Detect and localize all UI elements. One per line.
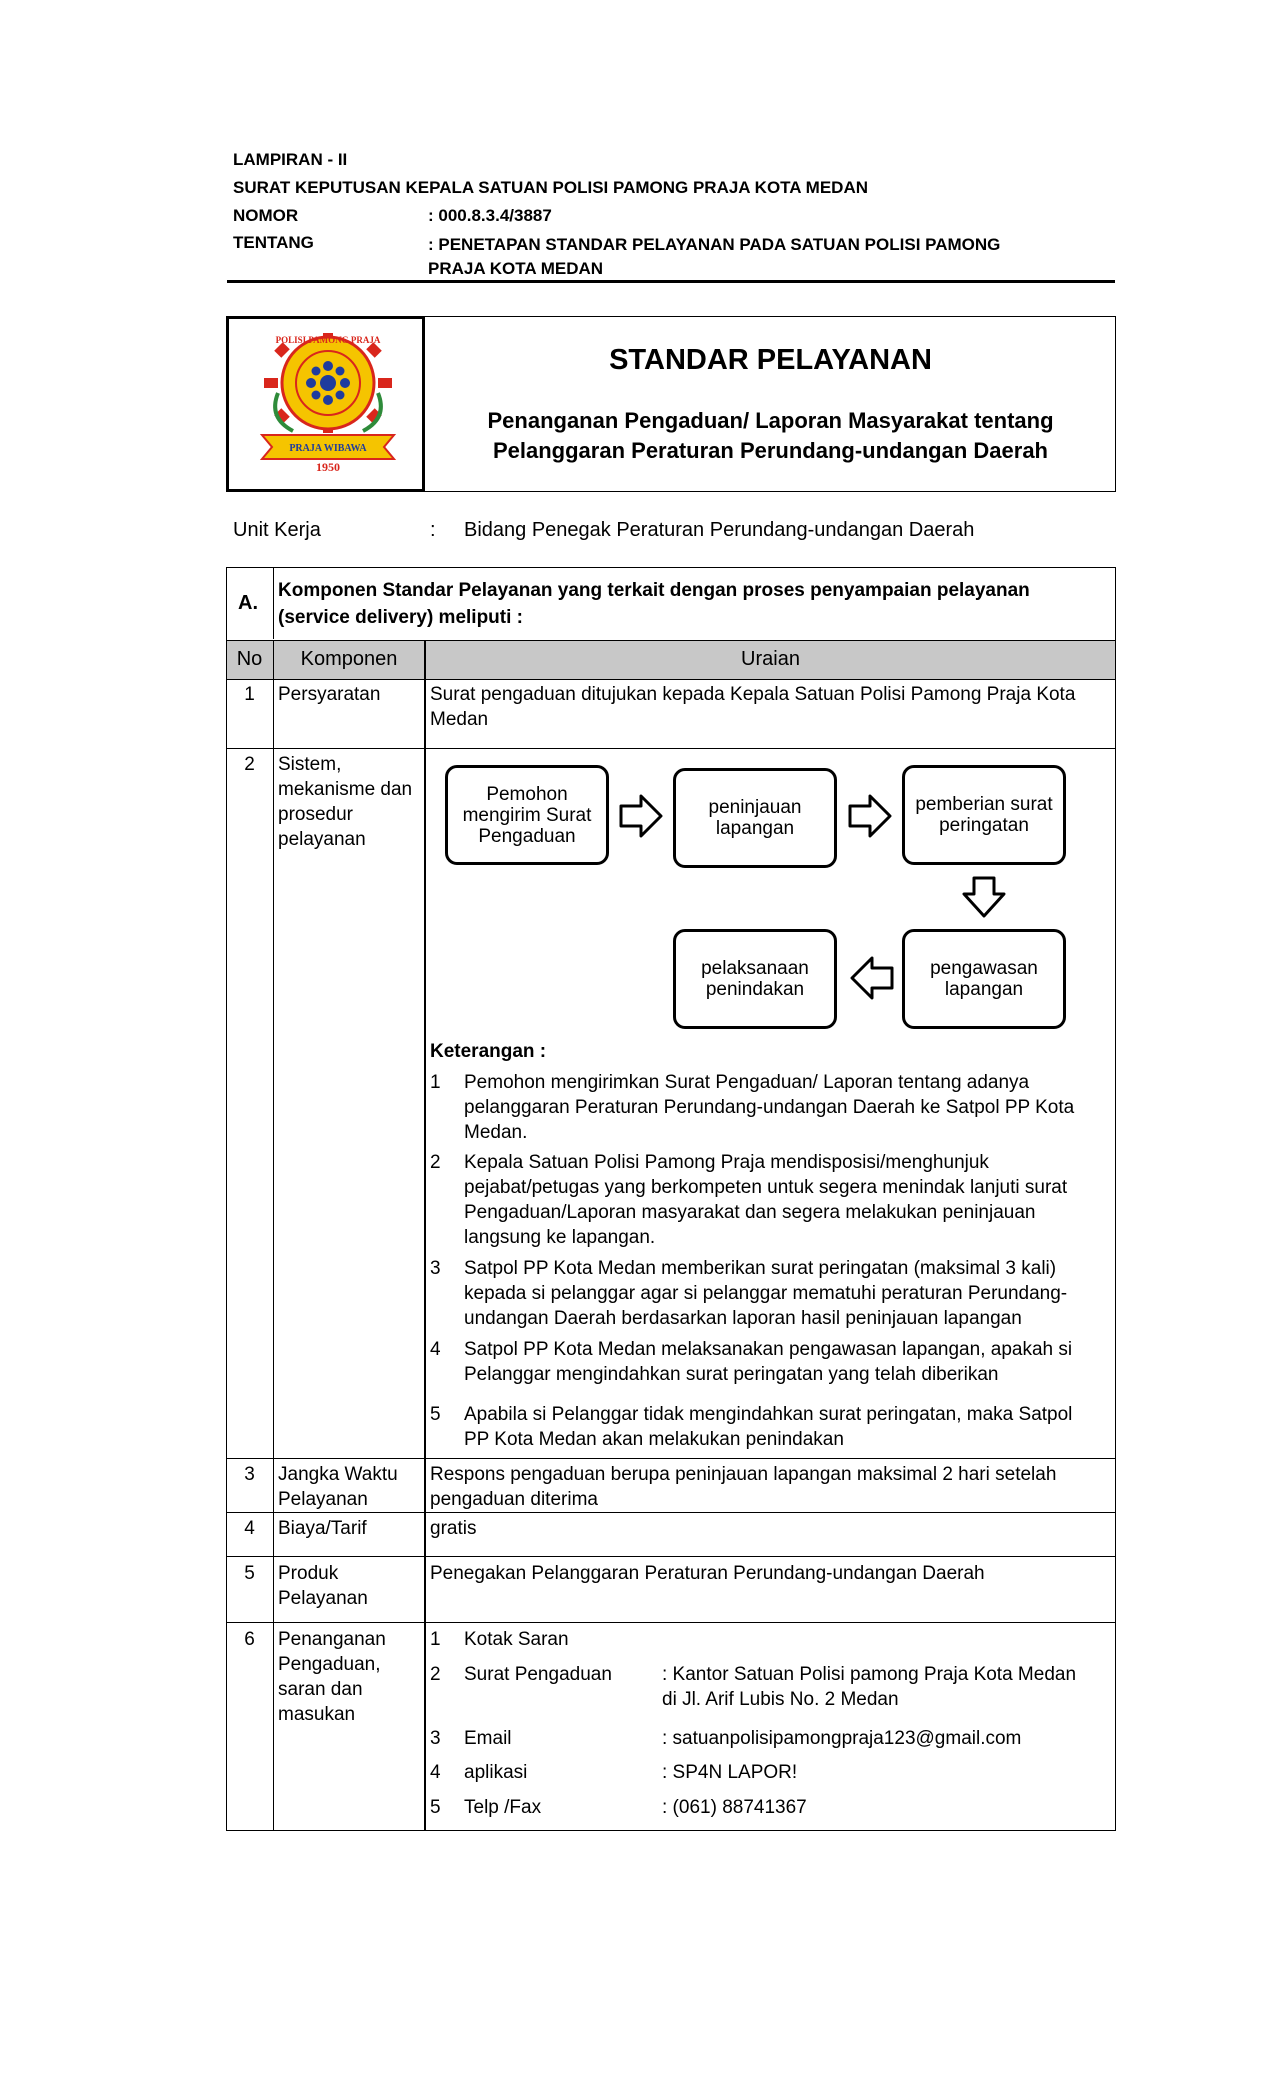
header-komponen: Komponen bbox=[300, 648, 398, 670]
row3-uraian-line1: Respons pengaduan berupa peninjauan lapangan maksimal 2 hari setelah bbox=[430, 1464, 1057, 1485]
flow-step3-line2: peringatan bbox=[939, 815, 1029, 836]
keterangan-3-line1: Satpol PP Kota Medan memberikan surat peringatan (maksimal 3 kali) bbox=[464, 1258, 1057, 1279]
pengaduan-4-value: : SP4N LAPOR! bbox=[662, 1762, 798, 1783]
row-sep-5 bbox=[226, 1622, 1116, 1623]
flow-step1-line3: Pengaduan bbox=[478, 825, 576, 847]
header-uraian: Uraian bbox=[741, 648, 800, 670]
nomor-label: NOMOR bbox=[233, 206, 299, 225]
header-rule bbox=[227, 280, 1115, 283]
row-sep-4 bbox=[226, 1556, 1116, 1557]
pengaduan-3-label: Email bbox=[464, 1728, 512, 1749]
flow-step-pengawasan bbox=[902, 929, 1066, 1029]
unit-kerja-label: Unit Kerja bbox=[233, 519, 321, 541]
page-subtitle-line2: Pelanggaran Peraturan Perundang-undangan Daerah bbox=[492, 438, 1048, 463]
lampiran-label: LAMPIRAN - II bbox=[233, 150, 348, 169]
pengaduan-4-label: aplikasi bbox=[464, 1762, 528, 1783]
unit-kerja-colon: : bbox=[430, 519, 436, 541]
keterangan-1-no: 1 bbox=[430, 1072, 441, 1093]
row5-no: 5 bbox=[244, 1563, 255, 1584]
row4-uraian: gratis bbox=[430, 1518, 477, 1539]
keterangan-title: Keterangan : bbox=[430, 1041, 547, 1062]
section-title-line2: (service delivery) meliputi : bbox=[278, 607, 523, 628]
flow-step-peninjauan bbox=[673, 768, 837, 868]
flow-step5-line2: penindakan bbox=[705, 979, 805, 1000]
keterangan-3-no: 3 bbox=[430, 1258, 441, 1279]
flow-step-pemohon bbox=[445, 765, 609, 865]
satpol-pp-logo bbox=[248, 323, 408, 473]
nomor-value: : 000.8.3.4/3887 bbox=[428, 206, 552, 225]
arrow-down-icon bbox=[962, 876, 1006, 918]
row6-komponen-line2: Pengaduan, bbox=[278, 1654, 381, 1675]
flow-step1-line1: Pemohon bbox=[486, 783, 568, 805]
flow-step5-line1: pelaksanaan bbox=[701, 958, 809, 979]
row1-uraian-line2: Medan bbox=[430, 709, 489, 730]
keterangan-1-line2: pelanggaran Peraturan Perundang-undangan Daerah ke Satpol PP Kota bbox=[464, 1097, 1075, 1118]
logo-year: 1950 bbox=[316, 460, 340, 473]
row3-uraian-line2: pengaduan diterima bbox=[430, 1489, 598, 1510]
row2-komponen-line4: pelayanan bbox=[278, 829, 366, 850]
section-letter: A. bbox=[238, 592, 258, 614]
keterangan-4-no: 4 bbox=[430, 1339, 441, 1360]
row5-uraian: Penegakan Pelanggaran Peraturan Perundang-undangan Daerah bbox=[430, 1563, 985, 1584]
row-sep-3 bbox=[226, 1512, 1116, 1513]
col-sep-2 bbox=[424, 640, 426, 1831]
flow-step-penindakan bbox=[673, 929, 837, 1029]
keterangan-2-line3: Pengaduan/Laporan masyarakat dan segera melakukan peninjauan bbox=[464, 1202, 1036, 1223]
pengaduan-2-value-line1: : Kantor Satuan Polisi pamong Praja Kota Medan bbox=[662, 1664, 1077, 1685]
flow-step2-line2: lapangan bbox=[715, 818, 795, 839]
keterangan-1-line1: Pemohon mengirimkan Surat Pengaduan/ Laporan tentang adanya bbox=[464, 1072, 1030, 1093]
unit-kerja-value: Bidang Penegak Peraturan Perundang-undangan Daerah bbox=[464, 519, 975, 541]
flow-step4-line2: lapangan bbox=[944, 979, 1024, 1000]
flow-step4-line1: pengawasan bbox=[930, 958, 1038, 979]
keterangan-5-line2: PP Kota Medan akan melakukan penindakan bbox=[464, 1429, 844, 1450]
pengaduan-1-label: Kotak Saran bbox=[464, 1629, 569, 1650]
keterangan-3-line2: kepada si pelanggar agar si pelanggar mematuhi peraturan Perundang- bbox=[464, 1283, 1068, 1304]
tentang-label: TENTANG bbox=[233, 233, 314, 252]
keterangan-4-line1: Satpol PP Kota Medan melaksanakan pengawasan lapangan, apakah si bbox=[464, 1339, 1073, 1360]
keterangan-5-no: 5 bbox=[430, 1404, 441, 1425]
flow-step2-line1: peninjauan bbox=[708, 797, 802, 818]
row5-komponen-line1: Produk bbox=[278, 1563, 339, 1584]
row6-komponen-line1: Penanganan bbox=[278, 1629, 386, 1650]
keterangan-2-line4: langsung ke lapangan. bbox=[464, 1227, 656, 1248]
arrow-right-icon bbox=[619, 794, 663, 838]
tentang-value-line1: : PENETAPAN STANDAR PELAYANAN PADA SATUAN POLISI PAMONG bbox=[428, 235, 1001, 254]
flow-step3-line1: pemberian surat bbox=[915, 794, 1053, 815]
row-sep-2 bbox=[226, 1458, 1116, 1459]
pengaduan-3-no: 3 bbox=[430, 1728, 441, 1749]
pengaduan-2-value-line2: di Jl. Arif Lubis No. 2 Medan bbox=[662, 1689, 899, 1710]
keterangan-2-no: 2 bbox=[430, 1152, 441, 1173]
arrow-left-icon bbox=[850, 956, 894, 1000]
pengaduan-5-no: 5 bbox=[430, 1797, 441, 1818]
flow-step-surat-peringatan bbox=[902, 765, 1066, 865]
pengaduan-4-no: 4 bbox=[430, 1762, 441, 1783]
arrow-right-icon bbox=[848, 794, 892, 838]
row1-no: 1 bbox=[244, 684, 255, 705]
row3-komponen-line2: Pelayanan bbox=[278, 1489, 368, 1510]
page-subtitle-line1: Penanganan Pengaduan/ Laporan Masyarakat tentang bbox=[487, 408, 1054, 433]
row6-no: 6 bbox=[244, 1629, 255, 1650]
keterangan-2-line1: Kepala Satuan Polisi Pamong Praja mendisposisi/menghunjuk bbox=[464, 1152, 989, 1173]
row3-no: 3 bbox=[244, 1464, 255, 1485]
row2-no: 2 bbox=[244, 754, 255, 775]
keterangan-2-line2: pejabat/petugas yang berkompeten untuk segera menindak lanjuti surat bbox=[464, 1177, 1068, 1198]
row2-komponen-line3: prosedur bbox=[278, 804, 353, 825]
row2-komponen-line1: Sistem, bbox=[278, 754, 342, 775]
logo-ribbon-text: PRAJA WIBAWA bbox=[289, 443, 367, 454]
row4-komponen: Biaya/Tarif bbox=[278, 1518, 367, 1539]
row4-no: 4 bbox=[244, 1518, 255, 1539]
pengaduan-1-no: 1 bbox=[430, 1629, 441, 1650]
keterangan-1-line3: Medan. bbox=[464, 1122, 528, 1143]
logo-top-text: POLISI PAMONG PRAJA bbox=[275, 335, 381, 345]
section-divider bbox=[273, 567, 274, 639]
section-title-line1: Komponen Standar Pelayanan yang terkait dengan proses penyampaian pelayanan bbox=[278, 580, 1030, 601]
page-title: STANDAR PELAYANAN bbox=[609, 344, 932, 376]
pengaduan-3-value: : satuanpolisipamongpraja123@gmail.com bbox=[662, 1728, 1022, 1749]
row2-komponen-line2: mekanisme dan bbox=[278, 779, 413, 800]
pengaduan-5-value: : (061) 88741367 bbox=[662, 1797, 807, 1818]
tentang-value-line2: PRAJA KOTA MEDAN bbox=[428, 259, 604, 278]
keterangan-4-line2: Pelanggar mengindahkan surat peringatan yang telah diberikan bbox=[464, 1364, 999, 1385]
pengaduan-2-no: 2 bbox=[430, 1664, 441, 1685]
flow-step1-line2: mengirim Surat bbox=[462, 804, 592, 826]
row1-uraian-line1: Surat pengaduan ditujukan kepada Kepala Satuan Polisi Pamong Praja Kota bbox=[430, 684, 1076, 705]
keterangan-5-line1: Apabila si Pelanggar tidak mengindahkan surat peringatan, maka Satpol bbox=[464, 1404, 1073, 1425]
row-sep-1 bbox=[226, 748, 1116, 749]
header-no: No bbox=[236, 648, 263, 670]
pengaduan-2-label: Surat Pengaduan bbox=[464, 1664, 612, 1685]
surat-keputusan-title: SURAT KEPUTUSAN KEPALA SATUAN POLISI PAMONG PRAJA KOTA MEDAN bbox=[233, 178, 868, 197]
keterangan-3-line3: undangan Daerah berdasarkan laporan hasil peninjauan lapangan bbox=[464, 1308, 1022, 1329]
row6-komponen-line3: saran dan bbox=[278, 1679, 363, 1700]
pengaduan-5-label: Telp /Fax bbox=[464, 1797, 542, 1818]
row6-komponen-line4: masukan bbox=[278, 1704, 356, 1725]
row1-komponen: Persyaratan bbox=[278, 684, 381, 705]
row3-komponen-line1: Jangka Waktu bbox=[278, 1464, 398, 1485]
col-sep-1 bbox=[273, 640, 274, 1831]
row5-komponen-line2: Pelayanan bbox=[278, 1588, 368, 1609]
